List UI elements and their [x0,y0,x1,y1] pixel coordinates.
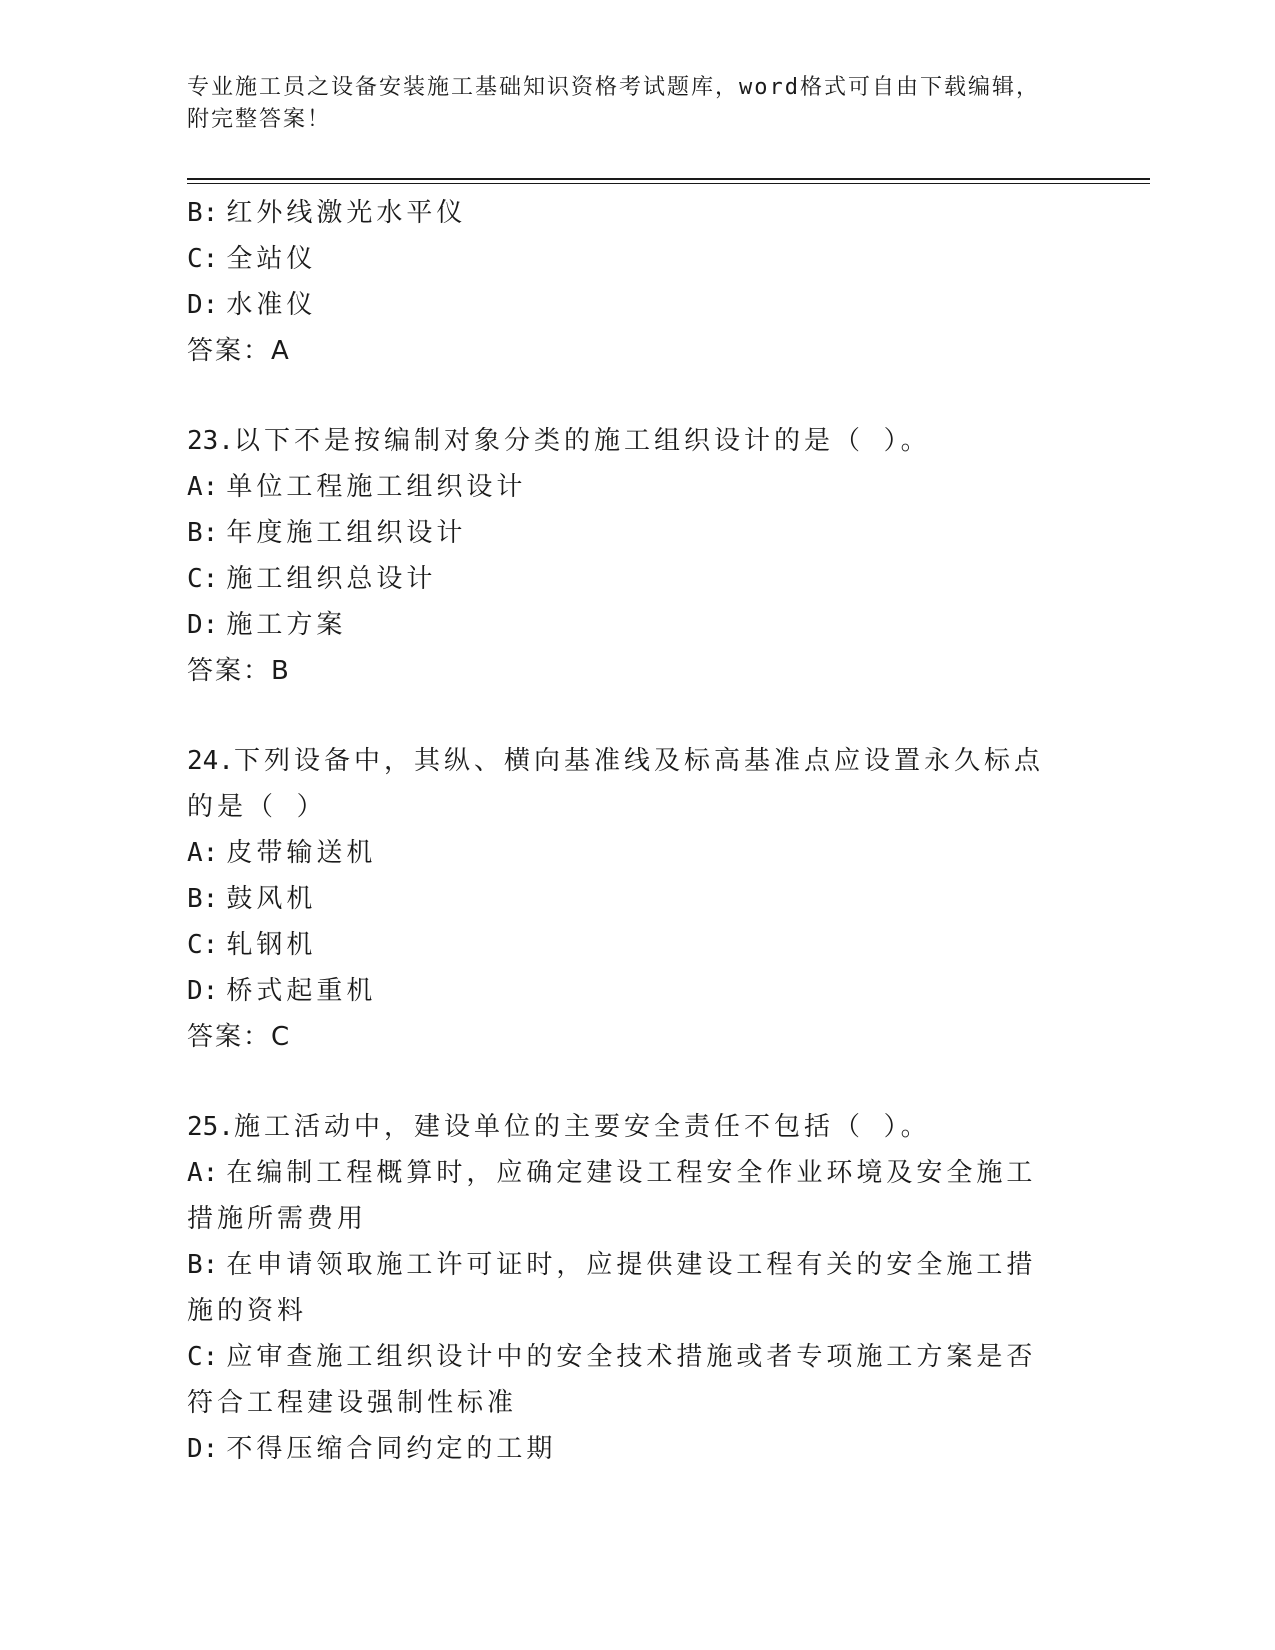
option-b [187,1242,1057,1334]
option-d [187,968,1067,1014]
option-c [187,556,1067,602]
option-b [187,190,1067,236]
question-24 [187,738,1067,1060]
question-number: 25. [187,1112,234,1142]
option-d [187,1426,1067,1472]
option-letter: D: [187,290,219,320]
question-23 [187,418,1067,694]
option-letter: D: [187,1434,219,1464]
option-letter: B: [187,1250,219,1280]
option-text: 施工组织总设计 [226,564,437,594]
question-number: 24. [187,746,234,776]
option-text: 施工方案 [226,610,347,640]
option-letter: B: [187,518,219,548]
option-letter: D: [187,976,219,1006]
option-a [187,1150,1057,1242]
question-stem [187,418,1067,464]
option-text: 全站仪 [226,244,317,274]
option-b [187,510,1067,556]
header-rule-thin [187,183,1150,184]
option-letter: A: [187,838,219,868]
question-partial [187,190,1067,374]
question-text: 以下不是按编制对象分类的施工组织设计的是（ ）。 [233,426,931,456]
document-header [187,72,1067,136]
option-letter: B: [187,884,219,914]
option-c [187,1334,1057,1426]
question-text: 下列设备中，其纵、横向基准线及标高基准点应设置永久标点的是（ ） [187,746,1044,822]
answer-line: 答案：B [187,656,291,686]
option-c [187,236,1067,282]
answer-line: 答案：A [187,336,291,366]
question-stem [187,738,1057,830]
question-number: 23. [187,426,234,456]
option-d [187,602,1067,648]
option-a [187,830,1067,876]
question-text: 施工活动中，建设单位的主要安全责任不包括（ ）。 [233,1112,931,1142]
option-text: 红外线激光水平仪 [226,198,467,228]
option-text: 桥式起重机 [226,976,377,1006]
option-text: 水准仪 [226,290,317,320]
option-b [187,876,1067,922]
option-c [187,922,1067,968]
question-list [187,190,1067,1472]
option-letter: B: [187,198,219,228]
header-rule-thick [187,178,1150,180]
option-text: 年度施工组织设计 [226,518,467,548]
header-line-2: 附完整答案！ [187,107,332,132]
option-letter: C: [187,930,219,960]
option-text: 鼓风机 [226,884,317,914]
option-text: 应审查施工组织设计中的安全技术措施或者专项施工方案是否符合工程建设强制性标准 [187,1342,1037,1418]
option-text: 在申请领取施工许可证时，应提供建设工程有关的安全施工措施的资料 [187,1250,1037,1326]
question-25 [187,1104,1067,1472]
option-letter: A: [187,1158,219,1188]
option-letter: D: [187,610,219,640]
option-letter: C: [187,244,219,274]
option-text: 皮带输送机 [226,838,377,868]
header-line-1: 专业施工员之设备安装施工基础知识资格考试题库，word格式可自由下载编辑， [187,75,1040,100]
option-d [187,282,1067,328]
option-letter: C: [187,564,219,594]
option-a [187,464,1067,510]
option-text: 单位工程施工组织设计 [226,472,527,502]
option-text: 轧钢机 [226,930,317,960]
option-text: 在编制工程概算时，应确定建设工程安全作业环境及安全施工措施所需费用 [187,1158,1037,1234]
option-letter: C: [187,1342,219,1372]
option-text: 不得压缩合同约定的工期 [226,1434,557,1464]
answer-line: 答案：C [187,1022,292,1052]
question-stem [187,1104,1067,1150]
option-letter: A: [187,472,219,502]
